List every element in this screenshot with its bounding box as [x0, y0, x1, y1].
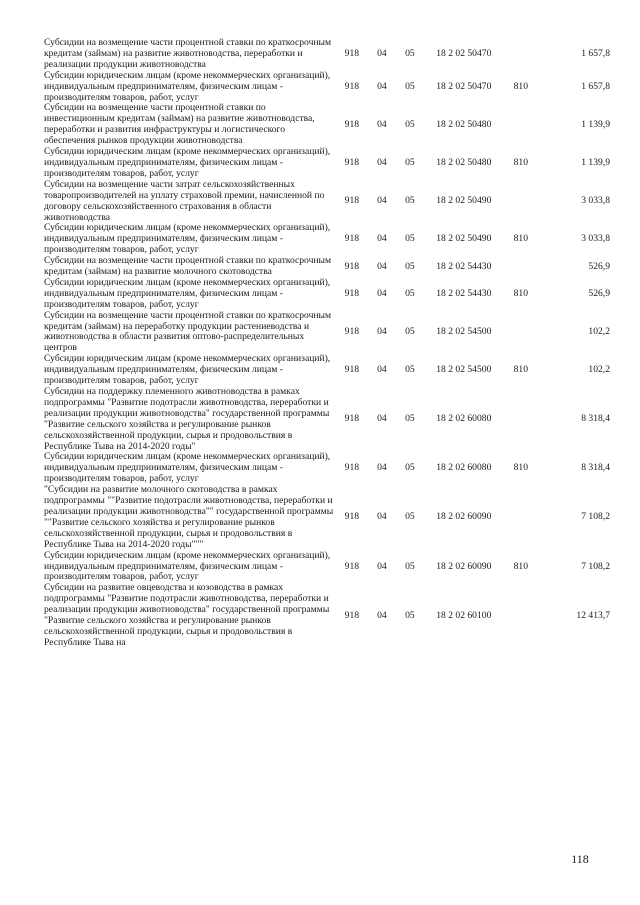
table-row: [44, 147, 610, 180]
page-number: 118: [571, 852, 589, 866]
row-target-article-code: 18 2 02 60090: [436, 511, 492, 523]
row-section-code: 04: [377, 156, 387, 168]
row-target-article-code: 18 2 02 50470: [436, 80, 492, 92]
row-expense-type-code: 810: [513, 462, 528, 474]
row-name: Субсидии на возмещение части процентной ставки по краткосрочным кредитам (займам) на развитие молочного скотоводства: [44, 255, 332, 278]
row-target-article-code: 18 2 02 54500: [436, 364, 492, 376]
row-name: Субсидии юридическим лицам (кроме некоммерческих организаций), индивидуальным предпринимателям, физическим лицам - производителям товаров, работ, услуг: [44, 353, 331, 387]
row-amount: 526,9: [588, 260, 610, 272]
table-row: [44, 551, 610, 584]
row-section-code: 04: [377, 195, 387, 207]
row-expense-type-code: 810: [513, 80, 528, 92]
row-name: Субсидии юридическим лицам (кроме некоммерческих организаций), индивидуальным предпринимателям, физическим лицам - производителям товаров, работ, услуг: [44, 69, 331, 103]
row-section-code: 04: [377, 233, 387, 245]
row-subsection-code: 05: [405, 80, 415, 92]
row-subsection-code: 05: [405, 511, 415, 523]
table-row: [44, 311, 610, 355]
row-name: Субсидии юридическим лицам (кроме некоммерческих организаций), индивидуальным предпринимателям, физическим лицам - производителям товаров, работ, услуг: [44, 222, 331, 256]
row-expense-type-code: 810: [513, 560, 528, 572]
row-expense-type-code: [504, 103, 537, 147]
row-subsection-code: 05: [405, 156, 415, 168]
table-row: [44, 38, 610, 71]
row-name: Субсидии юридическим лицам (кроме некоммерческих организаций), индивидуальным предпринимателям, физическим лицам - производителям товаров, работ, услуг: [44, 549, 331, 583]
row-grbs-code: 918: [344, 233, 360, 245]
row-subsection-code: 05: [405, 287, 415, 299]
row-target-article-code: 18 2 02 50480: [436, 156, 492, 168]
row-expense-type-code: 810: [513, 156, 528, 168]
table-row: [44, 71, 610, 104]
row-name: Субсидии на возмещение части процентной ставки по краткосрочным кредитам (займам) на переработку продукции растениеводства и животноводства в области развития оптово-распределительных центров: [44, 309, 332, 354]
row-section-code: 04: [377, 260, 387, 272]
row-subsection-code: 05: [405, 609, 415, 621]
row-grbs-code: 918: [344, 413, 360, 425]
table-row: [44, 387, 610, 452]
row-grbs-code: 918: [344, 364, 360, 376]
row-expense-type-code: 810: [513, 233, 528, 245]
row-section-code: 04: [377, 47, 387, 59]
row-expense-type-code: [504, 180, 537, 224]
row-grbs-code: 918: [344, 609, 360, 621]
row-amount: 1 657,8: [581, 80, 610, 92]
row-amount: 7 108,2: [581, 511, 610, 523]
row-amount: 8 318,4: [581, 462, 610, 474]
row-name: Субсидии юридическим лицам (кроме некоммерческих организаций), индивидуальным предпринимателям, физическим лицам - производителям товаров, работ, услуг: [44, 276, 331, 310]
row-name: Субсидии на поддержку племенного животноводства в рамках подпрограммы "Развитие подотрасли животноводства, переработки и реализации продукции животноводства" государственной программы "Развитие сельского хозяйства и регулирование рынков сельскохозяйственной продукции, сырья и продовольствия в Республике Тыва на 2014-2020 годы": [44, 386, 330, 452]
row-target-article-code: 18 2 02 60090: [436, 560, 492, 572]
row-grbs-code: 918: [344, 326, 360, 338]
row-grbs-code: 918: [344, 560, 360, 572]
row-subsection-code: 05: [405, 326, 415, 338]
row-expense-type-code: 810: [513, 364, 528, 376]
row-grbs-code: 918: [344, 260, 360, 272]
row-subsection-code: 05: [405, 462, 415, 474]
table-row: [44, 583, 610, 648]
row-subsection-code: 05: [405, 260, 415, 272]
row-amount: 1 139,9: [581, 118, 610, 130]
row-subsection-code: 05: [405, 195, 415, 207]
table-row: [44, 223, 610, 256]
row-section-code: 04: [377, 364, 387, 376]
row-name: Субсидии на возмещение части процентной ставки по краткосрочным кредитам (займам) на развитие животноводства, переработки и реализации продукции животноводства: [44, 37, 332, 70]
row-amount: 526,9: [588, 287, 610, 299]
row-target-article-code: 18 2 02 60080: [436, 462, 492, 474]
row-target-article-code: 18 2 02 54500: [436, 326, 492, 338]
table-row: [44, 354, 610, 387]
table-row: [44, 256, 610, 278]
row-target-article-code: 18 2 02 60080: [436, 413, 492, 425]
row-grbs-code: 918: [344, 118, 360, 130]
row-name: Субсидии на развитие овцеводства и козоводства в рамках подпрограммы "Развитие подотрасли животноводства, переработки и реализации продукции животноводства" государственной программы "Развитие сельского хозяйства и регулирование рынков сельскохозяйственной продукции, сырья и продовольствия в Республике Тыва на: [44, 582, 330, 648]
row-amount: 1 657,8: [581, 47, 610, 59]
row-name: Субсидии на возмещение части процентной ставки по инвестиционным кредитам (займам) на развитие животноводства, переработки и развития инфраструктуры и логистического обеспечения рынков продукции животноводства: [44, 102, 315, 147]
row-grbs-code: 918: [344, 287, 360, 299]
row-name: Субсидии на возмещение части затрат сельскохозяйственных товаропроизводителей на уплату страховой премии, начисленной по договору сельскохозяйственного страхования в области животноводства: [44, 178, 325, 223]
table-row: [44, 485, 610, 550]
row-subsection-code: 05: [405, 118, 415, 130]
row-grbs-code: 918: [344, 462, 360, 474]
row-name: Субсидии юридическим лицам (кроме некоммерческих организаций), индивидуальным предпринимателям, физическим лицам - производителям товаров, работ, услуг: [44, 451, 331, 485]
row-expense-type-code: 810: [513, 287, 528, 299]
row-section-code: 04: [377, 560, 387, 572]
row-target-article-code: 18 2 02 50470: [436, 47, 492, 59]
row-section-code: 04: [377, 80, 387, 92]
row-grbs-code: 918: [344, 511, 360, 523]
row-subsection-code: 05: [405, 560, 415, 572]
row-expense-type-code: [504, 485, 537, 550]
row-amount: 102,2: [588, 364, 610, 376]
row-section-code: 04: [377, 511, 387, 523]
budget-table: [44, 38, 610, 649]
row-section-code: 04: [377, 413, 387, 425]
row-target-article-code: 18 2 02 60100: [436, 609, 492, 621]
row-expense-type-code: [504, 256, 537, 278]
row-amount: 102,2: [588, 326, 610, 338]
row-grbs-code: 918: [344, 80, 360, 92]
row-grbs-code: 918: [344, 47, 360, 59]
row-target-article-code: 18 2 02 50490: [436, 195, 492, 207]
row-amount: 8 318,4: [581, 413, 610, 425]
row-expense-type-code: [504, 38, 537, 71]
row-amount: 3 033,8: [581, 233, 610, 245]
table-row: [44, 278, 610, 311]
row-expense-type-code: [504, 311, 537, 355]
row-name: "Субсидии на развитие молочного скотоводства в рамках подпрограммы ""Развитие подотрасли животноводства, переработки и реализации продукции животноводства"" государственной программы ""Развитие сельского хозяйства и регулирование рынков сельскохозяйственной продукции, сырья и продовольствия в Республике Тыва на 2014-2020 годы""": [44, 484, 334, 550]
row-subsection-code: 05: [405, 364, 415, 376]
row-name: Субсидии юридическим лицам (кроме некоммерческих организаций), индивидуальным предпринимателям, физическим лицам - производителям товаров, работ, услуг: [44, 146, 331, 179]
table-row: [44, 103, 610, 147]
row-expense-type-code: [504, 583, 537, 648]
row-subsection-code: 05: [405, 47, 415, 59]
row-grbs-code: 918: [344, 195, 360, 207]
row-expense-type-code: [504, 387, 537, 452]
row-section-code: 04: [377, 118, 387, 130]
row-amount: 12 413,7: [576, 609, 610, 621]
row-amount: 7 108,2: [581, 560, 610, 572]
row-section-code: 04: [377, 609, 387, 621]
row-target-article-code: 18 2 02 50480: [436, 118, 492, 130]
row-amount: 3 033,8: [581, 195, 610, 207]
row-target-article-code: 18 2 02 50490: [436, 233, 492, 245]
table-row: [44, 452, 610, 485]
row-subsection-code: 05: [405, 413, 415, 425]
row-target-article-code: 18 2 02 54430: [436, 287, 492, 299]
row-amount: 1 139,9: [581, 156, 610, 168]
budget-table-body: [44, 38, 610, 649]
row-section-code: 04: [377, 287, 387, 299]
table-row: [44, 180, 610, 224]
row-grbs-code: 918: [344, 156, 360, 168]
row-section-code: 04: [377, 462, 387, 474]
row-target-article-code: 18 2 02 54430: [436, 260, 492, 272]
row-subsection-code: 05: [405, 233, 415, 245]
row-section-code: 04: [377, 326, 387, 338]
